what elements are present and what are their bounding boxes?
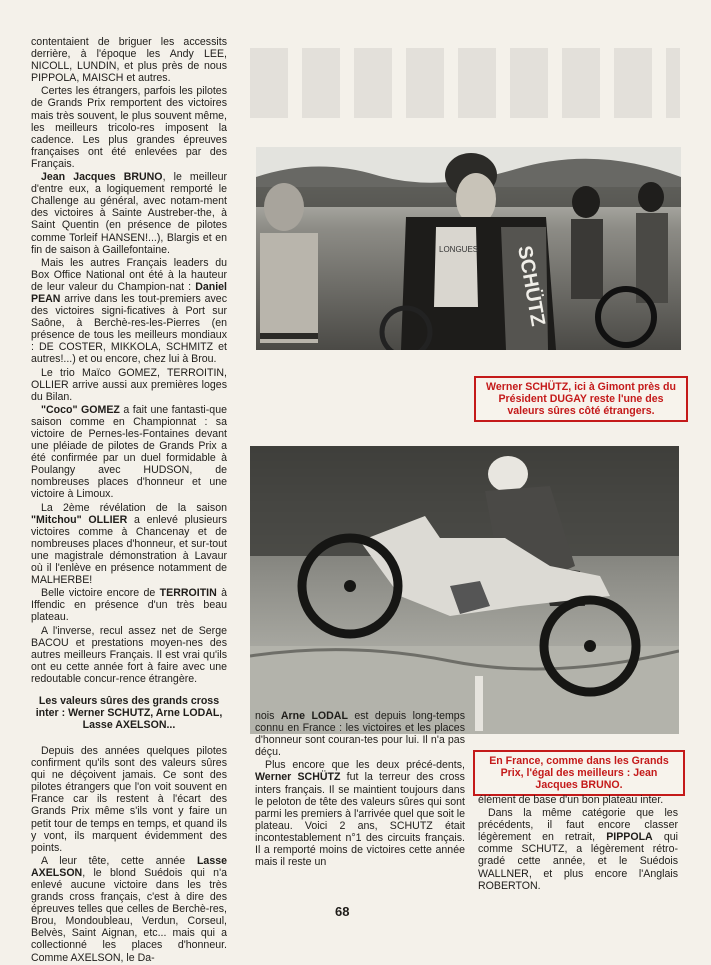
text: Mais les autres Français leaders du Box Office National ont été à la hauteur de leur valeur du Champion-nat : bbox=[31, 256, 227, 293]
paragraph bbox=[255, 759, 465, 868]
pilot-name: Jean Jacques BRUNO bbox=[41, 171, 163, 184]
pilot-name: "Coco" GOMEZ bbox=[41, 403, 120, 416]
pilot-name: Werner SCHÜTZ bbox=[255, 771, 341, 784]
text: nois bbox=[255, 710, 281, 722]
paragraph bbox=[31, 502, 227, 587]
paragraph: Depuis des années quelques pilotes confirment qu'ils sont des valeurs sûres qui ne déçoivent jamais. Ce sont des pilotes étrangers que l'on voit souvent en France car ils restent à l'écart des Grands Prix même s'ils vont y faire un petit tour de temps en temps, et quand ils y vont, ils marquent évidemment des points. bbox=[31, 744, 227, 854]
paragraph bbox=[31, 404, 227, 501]
text: La 2ème révélation de la saison bbox=[41, 501, 227, 514]
photo-illustration bbox=[250, 446, 679, 734]
paragraph bbox=[31, 855, 227, 964]
right-column bbox=[478, 794, 678, 893]
photo-illustration bbox=[256, 147, 681, 350]
paragraph bbox=[255, 710, 465, 758]
jersey-lettering: SCHÜTZ bbox=[513, 244, 549, 328]
paragraph bbox=[31, 257, 227, 366]
text: Belle victoire encore de bbox=[41, 587, 160, 600]
paragraph: contentaient de briguer les accessits derrière, à l'époque les Andy LEE, NICOLL, LUNDIN, et plus près de nous PIPPOLA, MAISCH et autres. bbox=[31, 36, 227, 85]
page-number: 68 bbox=[335, 904, 350, 919]
text: a enlevé plusieurs victoires comme à Chancenay et de nombreuses places d'honneur, et sur-tout une magistrale démonstration à Lavaur où il l'enlève en présence notamment de MALHERBE! bbox=[31, 513, 227, 587]
photo-caption-top: Werner SCHÜTZ, ici à Gimont près du Président DUGAY reste l'une des valeurs sûres côté étrangers. bbox=[474, 376, 688, 422]
pilot-name: Lasse AXELSON bbox=[31, 854, 227, 879]
pilot-name: Daniel PEAN bbox=[31, 280, 227, 305]
paragraph: Le trio Maïco GOMEZ, TERROITIN, OLLIER arrive aussi aux premières loges du Bilan. bbox=[31, 366, 227, 403]
section-subheading: Les valeurs sûres des grands cross inter : Werner SCHUTZ, Arne LODAL, Lasse AXELSON... bbox=[35, 694, 223, 731]
text: A leur tête, cette année bbox=[41, 854, 197, 867]
text: , le meilleur d'entre eux, a logiquement remporté le Challenge au général, avec notam-ment des victoires à Sainte Austreber-the, à Saint Quentin (en présence de pilotes comme Torleif HANSEN!...), Blargis et en fin de saison à Gaillefontaine. bbox=[31, 171, 227, 256]
paragraph bbox=[31, 171, 227, 256]
text: fut la terreur des cross inters français. Il se maintient toujours dans le peloton de tête des valeurs sûres qui sont parmi les premiers à l'arrivée quel que soit le plateau. Voici 2 ans, SCHUTZ était incontestablement n°1 des circuits français. Il a remporté moins de victoires cette année mais il reste un bbox=[255, 771, 465, 869]
paragraph bbox=[31, 587, 227, 623]
photo-schutz-gimont bbox=[256, 147, 681, 350]
middle-column bbox=[255, 710, 465, 869]
text: Plus encore que les deux précé-dents, bbox=[265, 759, 465, 772]
paragraph: A l'inverse, recul assez net de Serge BACOU et prestations moyen-nes des autres meilleurs Français. Il est vrai qu'ils ont eu cette année fort à faire avec une redoutable concur-rence étrangère. bbox=[31, 624, 227, 685]
text: a fait une fantasti-que saison comme en Championnat : sa victoire de Pernes-les-Fontaines devant une pléiade de pilotes de Grands Prix a été confirmée par un duel formidable à Poulangy avec HUDSON, de nombreuses places d'honneur et une victoire à Limoux. bbox=[31, 403, 227, 501]
left-column bbox=[31, 36, 227, 965]
pilot-name: PIPPOLA bbox=[606, 831, 653, 844]
faint-heading-bleed bbox=[250, 48, 680, 118]
photo-caption-bottom: En France, comme dans les Grands Prix, l'égal des meilleurs : Jean Jacques BRUNO. bbox=[473, 750, 685, 796]
text: Dans la même catégorie que les précédents, il faut encore classer légèrement en retrait, bbox=[478, 807, 678, 844]
pilot-name: Arne LODAL bbox=[280, 710, 348, 722]
text: est depuis long-temps connu en France : les victoires et les places d'honneur sont couran-tes pour lui. Il n'a pas déçu. bbox=[255, 710, 465, 759]
text: arrive dans les tout-premiers avec des victoires signi-ficatives à Port sur Saône, à Berchè-res-les-Pierres (en présence de tous les meilleurs mondiaux : DE COSTER, MIKKOLA, SCHMITZ et autres!...) et ou encore, chez lui à Brou. bbox=[31, 292, 227, 366]
paragraph: élément de base d'un bon plateau inter. bbox=[478, 794, 664, 806]
pilot-name: "Mitchou" OLLIER bbox=[31, 513, 128, 526]
text: , le blond Suédois qui n'a enlevé aucune victoire dans les très grands cross français, c'est à dire des épreuves telles que celles de Berchè-res, Brou, Mondoubleau, Verdun, Corseul, Belvès, Saint Aignan, etc... mais qui a collectionné les places d'honneur. Comme AXELSON, le Da- bbox=[31, 866, 227, 964]
text: qui comme SCHUTZ, a légèrement rétro-gradé cette année, et le Suédois WALLNER, et plus encore l'Anglais ROBERTON. bbox=[478, 831, 678, 892]
pilot-name: TERROITIN bbox=[159, 587, 217, 600]
paragraph bbox=[478, 807, 678, 892]
photo-motocross-jump bbox=[250, 446, 679, 734]
shirt-lettering: LONGUES bbox=[439, 245, 479, 254]
paragraph: Certes les étrangers, parfois les pilotes de Grands Prix remportent des victoires mais très souvent, le plus souvent même, les meilleurs tricolo-res imposent la cadence. Les plus grandes épreuves françaises ont été enlevées par des Français. bbox=[31, 85, 227, 170]
text: à Iffendic en présence d'un très beau plateau. bbox=[31, 587, 228, 624]
